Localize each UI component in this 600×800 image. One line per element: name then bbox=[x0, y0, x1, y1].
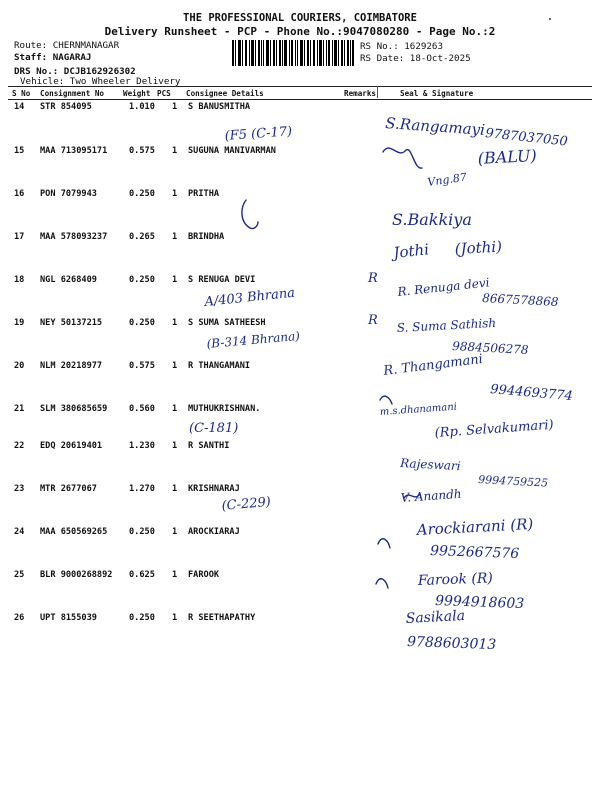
row-consignee: KRISHNARAJ bbox=[188, 484, 240, 494]
row-consignment: PON 7079943 bbox=[40, 189, 97, 199]
row-consignee: R SEETHAPATHY bbox=[188, 613, 256, 623]
row-consignment: UPT 8155039 bbox=[40, 613, 97, 623]
row-consignment: BLR 9000268892 bbox=[40, 570, 113, 580]
col-consignment: Consignment No bbox=[40, 89, 105, 98]
row-consignee: FAROOK bbox=[188, 570, 220, 580]
runsheet-subtitle: Delivery Runsheet - PCP - Phone No.:9047080280 - Page No.:2 bbox=[104, 25, 496, 38]
row-sno: 22 bbox=[14, 441, 25, 451]
row-pcs: 1 bbox=[172, 527, 178, 537]
row-sno: 18 bbox=[14, 275, 25, 285]
hw-note: (Rp. Selvakumari) bbox=[434, 417, 555, 441]
rs-date: RS Date: 18-Oct-2025 bbox=[360, 53, 471, 64]
row-consignee: R THANGAMANI bbox=[188, 361, 251, 371]
table-row bbox=[0, 146, 600, 190]
row-consignment: MAA 650569265 bbox=[40, 527, 108, 537]
col-remarks: Remarks bbox=[344, 89, 377, 98]
hw-note: (C-229) bbox=[221, 494, 272, 514]
row-sno: 15 bbox=[14, 146, 25, 156]
row-consignment: MAA 713095171 bbox=[40, 146, 108, 156]
row-consignment: MTR 2677067 bbox=[40, 484, 97, 494]
scan-speck bbox=[549, 18, 551, 20]
table-row bbox=[0, 361, 600, 405]
hw-signature: S. Suma Sathish bbox=[396, 315, 497, 335]
row-consignment: NGL 6268409 bbox=[40, 275, 97, 285]
staff-label: Staff: NAGARAJ bbox=[14, 52, 92, 63]
hw-note: (C-181) bbox=[189, 421, 239, 436]
barcode-image bbox=[232, 40, 354, 66]
row-pcs: 1 bbox=[172, 318, 178, 328]
hw-phone: 9884506278 bbox=[451, 339, 529, 357]
row-sno: 25 bbox=[14, 570, 25, 580]
row-consignee: S BANUSMITHA bbox=[188, 102, 251, 112]
row-pcs: 1 bbox=[172, 146, 178, 156]
row-sno: 24 bbox=[14, 527, 25, 537]
row-sno: 16 bbox=[14, 189, 25, 199]
row-weight: 0.575 bbox=[129, 146, 155, 156]
header-top-rule bbox=[8, 86, 592, 87]
row-pcs: 1 bbox=[172, 275, 178, 285]
row-consignee: S RENUGA DEVI bbox=[188, 275, 256, 285]
row-consignee: SUGUNA MANIVARMAN bbox=[188, 146, 276, 156]
hw-signature: Farook (R) bbox=[417, 570, 494, 589]
hw-phone: 9994759525 bbox=[477, 473, 549, 490]
hw-phone: 8667578868 bbox=[481, 291, 559, 309]
hw-signature: V. Anandh bbox=[400, 486, 462, 505]
row-pcs: 1 bbox=[172, 361, 178, 371]
hw-signature: Rajeswari bbox=[399, 456, 461, 474]
row-consignment: SLM 380685659 bbox=[40, 404, 108, 414]
table-row bbox=[0, 441, 600, 485]
col-divider bbox=[377, 86, 378, 98]
row-consignee: BRINDHA bbox=[188, 232, 225, 242]
row-consignment: NEY 50137215 bbox=[40, 318, 103, 328]
table-row bbox=[0, 527, 600, 571]
col-pcs: PCS bbox=[157, 89, 171, 98]
hw-note: (F5 (C-17) bbox=[224, 124, 293, 144]
hw-note: (Jothi) bbox=[454, 237, 503, 258]
hw-phone: 9952667576 bbox=[429, 543, 520, 563]
hw-signature: Sasikala bbox=[405, 607, 466, 627]
hw-signature: S.Rangamayi bbox=[384, 114, 486, 139]
col-sno: S No bbox=[12, 89, 31, 98]
hw-note: (BALU) bbox=[477, 145, 538, 168]
col-seal-signature: Seal & Signature bbox=[400, 89, 474, 98]
table-row bbox=[0, 570, 600, 614]
row-consignee: PRITHA bbox=[188, 189, 220, 199]
drs-label: DRS No.: DCJB162926302 bbox=[14, 66, 136, 77]
table-row bbox=[0, 613, 600, 657]
hw-signature: R. Renuga devi bbox=[396, 275, 491, 299]
row-weight: 0.625 bbox=[129, 570, 155, 580]
table-row bbox=[0, 189, 600, 233]
row-weight: 0.575 bbox=[129, 361, 155, 371]
hw-phone: 9944693774 bbox=[489, 382, 574, 405]
hw-phone: 9788603013 bbox=[406, 634, 497, 654]
table-row bbox=[0, 232, 600, 276]
hw-signature: R. Thangamani bbox=[382, 351, 484, 379]
hw-signature: S.Bakkiya bbox=[392, 210, 472, 229]
row-weight: 0.250 bbox=[129, 189, 155, 199]
row-pcs: 1 bbox=[172, 102, 178, 112]
row-sno: 17 bbox=[14, 232, 25, 242]
table-row bbox=[0, 275, 600, 319]
hw-signature: Jothi bbox=[392, 240, 430, 262]
row-weight: 1.270 bbox=[129, 484, 155, 494]
row-weight: 0.250 bbox=[129, 275, 155, 285]
row-consignment: STR 854095 bbox=[40, 102, 92, 112]
row-pcs: 1 bbox=[172, 484, 178, 494]
row-weight: 1.230 bbox=[129, 441, 155, 451]
row-consignment: MAA 578093237 bbox=[40, 232, 108, 242]
row-pcs: 1 bbox=[172, 189, 178, 199]
row-weight: 0.250 bbox=[129, 613, 155, 623]
row-consignment: NLM 20218977 bbox=[40, 361, 103, 371]
col-weight: Weight bbox=[123, 89, 151, 98]
row-sno: 20 bbox=[14, 361, 25, 371]
header-bottom-rule bbox=[8, 99, 592, 100]
row-consignment: EDQ 20619401 bbox=[40, 441, 103, 451]
hw-signature: Arockiarani (R) bbox=[416, 514, 534, 539]
row-weight: 0.250 bbox=[129, 527, 155, 537]
row-sno: 23 bbox=[14, 484, 25, 494]
row-weight: 0.250 bbox=[129, 318, 155, 328]
route-label: Route: CHERNMANAGAR bbox=[14, 40, 120, 51]
row-pcs: 1 bbox=[172, 232, 178, 242]
row-sno: 19 bbox=[14, 318, 25, 328]
col-consignee: Consignee Details bbox=[186, 89, 264, 98]
row-pcs: 1 bbox=[172, 570, 178, 580]
row-consignee: S SUMA SATHEESH bbox=[188, 318, 266, 328]
company-title: THE PROFESSIONAL COURIERS, COIMBATORE bbox=[183, 12, 417, 24]
rs-number: RS No.: 1629263 bbox=[360, 41, 443, 52]
row-consignee: MUTHUKRISHNAN. bbox=[188, 404, 261, 414]
hw-note: A/403 Bhrana bbox=[203, 285, 296, 310]
hw-note: Vng.87 bbox=[426, 170, 468, 189]
row-pcs: 1 bbox=[172, 404, 178, 414]
hw-note: (B-314 Bhrana) bbox=[206, 328, 301, 351]
row-weight: 0.265 bbox=[129, 232, 155, 242]
row-consignee: R SANTHI bbox=[188, 441, 230, 451]
row-sno: 26 bbox=[14, 613, 25, 623]
vehicle-label: Vehicle: Two Wheeler Delivery bbox=[20, 76, 181, 87]
table-row bbox=[0, 102, 600, 146]
row-weight: 0.560 bbox=[129, 404, 155, 414]
hw-phone: 9787037050 bbox=[484, 126, 569, 150]
hw-phone: 9994918603 bbox=[434, 593, 525, 613]
row-weight: 1.010 bbox=[129, 102, 155, 112]
row-pcs: 1 bbox=[172, 441, 178, 451]
row-sno: 21 bbox=[14, 404, 25, 414]
row-sno: 14 bbox=[14, 102, 25, 112]
row-consignee: AROCKIARAJ bbox=[188, 527, 240, 537]
table-row bbox=[0, 484, 600, 528]
row-pcs: 1 bbox=[172, 613, 178, 623]
hw-mark: R bbox=[368, 313, 378, 328]
hw-mark: R bbox=[368, 271, 378, 286]
table-row bbox=[0, 315, 600, 362]
hw-signature: m.s.dhanamani bbox=[379, 401, 458, 418]
